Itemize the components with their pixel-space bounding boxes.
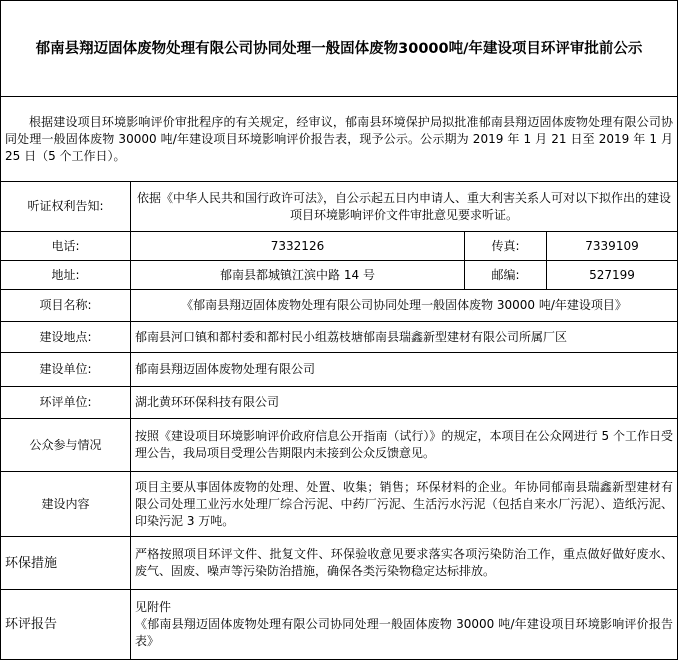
project-name-row [1, 290, 678, 322]
builder-value: 郁南县翔迈固体废物处理有限公司 [131, 353, 678, 387]
project-name-value: 《郁南县翔迈固体废物处理有限公司协同处理一般固体废物 30000 吨/年建设项目》 [131, 290, 678, 322]
hearing-label: 听证权利告知: [1, 182, 131, 232]
report-value [131, 590, 678, 660]
phone-fax-row [1, 232, 678, 261]
builder-label: 建设单位: [1, 353, 131, 387]
address-label: 地址: [1, 261, 131, 290]
measures-value: 严格按照项目环评文件、批复文件、环保验收意见要求落实各项污染防治工作，重点做好做好废水、废气、固废、噪声等污染防治措施，确保各类污染物稳定达标排放。 [131, 537, 678, 590]
intro-row [1, 97, 678, 182]
location-label: 建设地点: [1, 322, 131, 353]
measures-row [1, 537, 678, 590]
report-label: 环评报告 [1, 590, 131, 660]
fax-value: 7339109 [547, 232, 678, 261]
phone-label: 电话: [1, 232, 131, 261]
report-row [1, 590, 678, 660]
report-attachment-note: 见附件 [135, 600, 172, 614]
eia-unit-label: 环评单位: [1, 387, 131, 419]
builder-row [1, 353, 678, 387]
location-row [1, 322, 678, 353]
public-label: 公众参与情况 [1, 419, 131, 472]
phone-value: 7332126 [131, 232, 465, 261]
address-value: 郁南县都城镇江滨中路 14 号 [131, 261, 465, 290]
fax-label: 传真: [465, 232, 547, 261]
address-row [1, 261, 678, 290]
eia-unit-value: 湖北黄环环保科技有限公司 [131, 387, 678, 419]
intro-text: 根据建设项目环境影响评价审批程序的有关规定，经审议，郁南县环境保护局拟批准郁南县翔迈固体废物处理有限公司协同处理一般固体废物 30000 吨/年建设项目环境影响评价报告表，现予公示。公示期为 2019 年 1 月 21 日至 2019 年 1 月 25 日（5 个工作日）。 [1, 97, 678, 182]
postcode-value: 527199 [547, 261, 678, 290]
public-row [1, 419, 678, 472]
title-row [1, 1, 678, 97]
eia-unit-row [1, 387, 678, 419]
public-value: 按照《建设项目环境影响评价政府信息公开指南（试行）》的规定，本项目在公众网进行 5 个工作日受理公告，我局项目受理公告期限内未接到公众反馈意见。 [131, 419, 678, 472]
measures-label: 环保措施 [1, 537, 131, 590]
hearing-value: 依据《中华人民共和国行政许可法》，自公示起五日内申请人、重大利害关系人可对以下拟作出的建设项目环境影响评价文件审批意见要求听证。 [131, 182, 678, 232]
project-name-label: 项目名称: [1, 290, 131, 322]
report-attachment-link[interactable]: 《郁南县翔迈固体废物处理有限公司协同处理一般固体废物 30000 吨/年建设项目环境影响评价报告表》 [135, 617, 674, 648]
hearing-row [1, 182, 678, 232]
content-label: 建设内容 [1, 472, 131, 537]
content-value: 项目主要从事固体废物的处理、处置、收集；销售；环保材料的企业。年协同郁南县瑞鑫新型建材有限公司处理工业污水处理厂综合污泥、中药厂污泥、生活污水污泥（包括自来水厂污泥）、造纸污泥、印染污泥 3 万吨。 [131, 472, 678, 537]
location-value: 郁南县河口镇和都村委和都村民小组荔枝塘郁南县瑞鑫新型建材有限公司所属厂区 [131, 322, 678, 353]
page-title: 郁南县翔迈固体废物处理有限公司协同处理一般固体废物30000吨/年建设项目环评审批前公示 [1, 1, 678, 97]
postcode-label: 邮编: [465, 261, 547, 290]
content-row [1, 472, 678, 537]
